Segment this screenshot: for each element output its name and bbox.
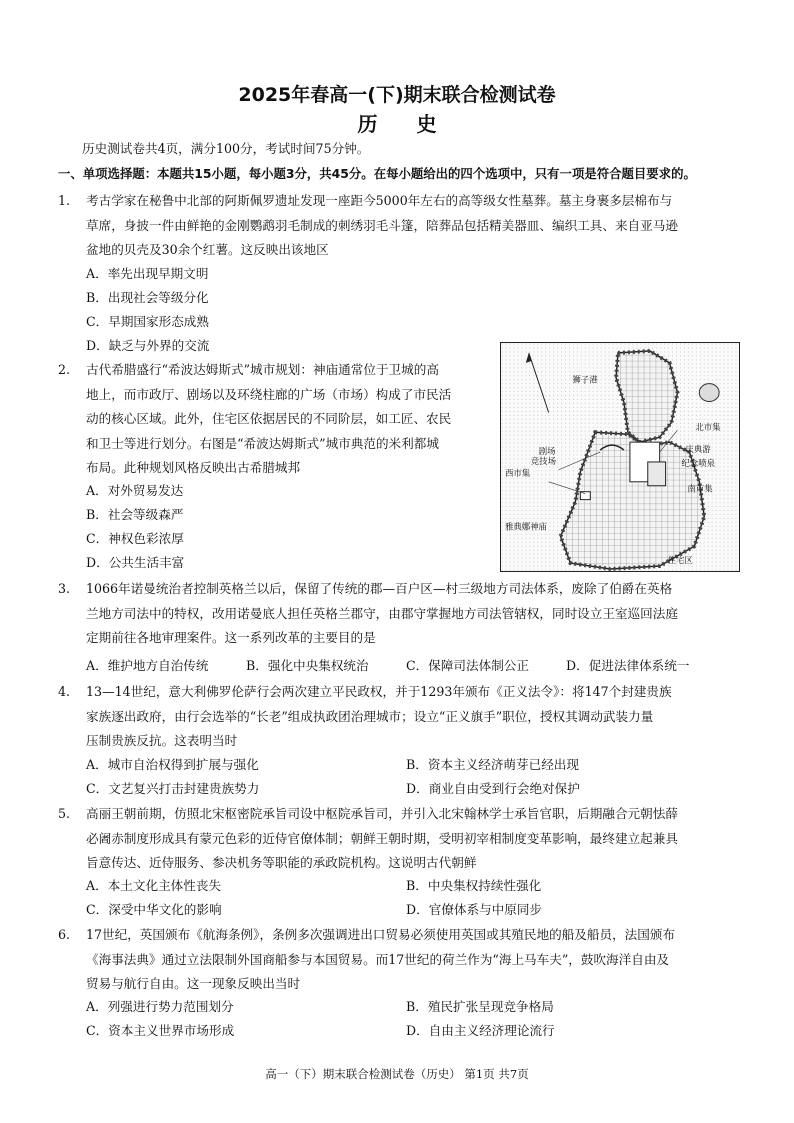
question-number: 6. xyxy=(58,927,71,942)
question-number: 2. xyxy=(58,362,71,377)
stem-line: 17世纪，英国颁布《航海条例》，条例多次强调进出口贸易必须使用英国或其殖民地的船及船员，法国颁布 xyxy=(86,927,676,942)
map-label-residential: 住宅区 xyxy=(667,555,693,566)
subject-title: 历 史 xyxy=(357,112,453,136)
question-stem xyxy=(86,802,746,876)
stem-line: 定期前往各地审理案件。这一系列改革的主要目的是 xyxy=(86,630,376,645)
stem-line: 和卫士等进行划分。右图是“希波达姆斯式”城市典范的米利都城 xyxy=(86,435,439,451)
map-label-theatre: 剧场 xyxy=(538,446,556,457)
stem-line: 13—14世纪，意大利佛罗伦萨行会两次建立平民政权，并于1293年颁布《正义法令》：将147个封建贵族 xyxy=(86,684,672,699)
miletus-city-map xyxy=(500,342,740,572)
stem-line: 地上，而市政厅、剧场以及环绕柱廊的广场（市场）构成了市民活 xyxy=(86,386,452,402)
temple-block xyxy=(580,492,590,500)
page-footer: 高一（下）期末联合检测试卷（历史） 第1页 共7页 xyxy=(265,1067,529,1081)
stem-line: 《海事法典》通过立法限制外国商船参与本国贸易。而17世纪的荷兰作为“海上马车夫”，鼓吹海洋自由及 xyxy=(86,951,670,967)
stem-line: 考古学家在秘鲁中北部的阿斯佩罗遗址发现一座距今5000年左右的高等级女性墓葬。墓主身裹多层棉布与 xyxy=(86,193,673,208)
option-a[interactable]: A．本土文化主体性丧失 xyxy=(86,878,222,893)
question-number: 4. xyxy=(58,684,71,699)
map-label-memorial: 纪念喷泉 xyxy=(681,457,716,468)
option-b[interactable]: B．社会等级森严 xyxy=(86,507,184,522)
option-a[interactable]: A．率先出现早期文明 xyxy=(86,266,209,281)
question-stem xyxy=(86,577,746,651)
option-b[interactable]: B．中央集权持续性强化 xyxy=(406,878,542,893)
map-label-south-market: 南市集 xyxy=(687,483,713,494)
stem-line: 布局。此种规划风格反映出古希腊城邦 xyxy=(86,460,301,475)
option-d[interactable]: D．商业自由受到行会绝对保护 xyxy=(406,781,580,796)
stem-line: 动的核心区域。此外，住宅区依据居民的不同阶层，如工匠、农民 xyxy=(86,411,452,426)
stem-line: 必阇赤制度形成具有蒙元色彩的近侍官僚体制；朝鲜王朝时期，受明初宰相制度变革影响，最终建立起兼具 xyxy=(86,830,678,846)
question-number: 5. xyxy=(58,806,71,821)
map-label-lion-bay: 狮子港 xyxy=(572,374,598,385)
stem-line: 旨意传达、近侍服务、参决机务等职能的承政院机构。这说明古代朝鲜 xyxy=(86,855,477,870)
question-stem xyxy=(86,358,496,481)
stem-line: 草席，身披一件由鲜艳的金刚鹦鹉羽毛制成的刺绣羽毛斗篷，陪葬品包括精美器皿、编织工具、来自亚马逊 xyxy=(86,217,678,233)
option-b[interactable]: B．资本主义经济萌芽已经出现 xyxy=(406,757,579,772)
option-c[interactable]: C．保障司法体制公正 xyxy=(406,658,529,673)
stem-line: 家族逐出政府，由行会选举的“长老”组成执政团治理城市；设立“正义旗手”职位，授权其调动武装力量 xyxy=(86,708,654,724)
stem-line: 盆地的贝壳及30余个红薯。这反映出该地区 xyxy=(86,242,329,257)
question-number: 3. xyxy=(58,581,71,596)
market-block xyxy=(648,462,666,486)
stem-line: 压制贵族反抗。这表明当时 xyxy=(86,733,238,748)
small-island xyxy=(699,384,719,402)
option-b[interactable]: B．出现社会等级分化 xyxy=(86,290,209,305)
option-a[interactable]: A．列强进行势力范围划分 xyxy=(86,999,234,1014)
stem-line: 贸易与航行自由。这一现象反映出当时 xyxy=(86,976,301,991)
option-d[interactable]: D．促进法律体系统一 xyxy=(566,658,690,673)
option-d[interactable]: D．自由主义经济理论流行 xyxy=(406,1023,555,1038)
section-title: 一、单项选择题：本题共15小题，每小题3分，共45分。在每小题给出的四个选项中，只有一项是符合题目要求的。 xyxy=(58,166,696,181)
stem-line: 古代希腊盛行“希波达姆斯式”城市规划：神庙通常位于卫城的高 xyxy=(86,362,439,377)
map-label-stadium: 竞技场 xyxy=(530,455,557,466)
option-c[interactable]: C．文艺复兴打击封建贵族势力 xyxy=(86,781,260,796)
option-b[interactable]: B．强化中央集权统治 xyxy=(246,658,369,673)
miletus-map-graphic xyxy=(501,343,739,571)
option-d[interactable]: D．缺乏与外界的交流 xyxy=(86,338,210,353)
option-a[interactable]: A．维护地方自治传统 xyxy=(86,658,209,673)
option-d[interactable]: D．官僚体系与中原同步 xyxy=(406,902,543,917)
option-a[interactable]: A．对外贸易发达 xyxy=(86,483,184,498)
map-label-athena-temple: 雅典娜神庙 xyxy=(505,521,548,532)
question-stem xyxy=(86,189,746,263)
option-c[interactable]: C．资本主义世界市场形成 xyxy=(86,1023,235,1038)
stem-line: 1066年诺曼统治者控制英格兰以后，保留了传统的郡—百户区—村三级地方司法体系，废除了伯爵在英格 xyxy=(86,581,673,596)
option-c[interactable]: C．深受中华文化的影响 xyxy=(86,902,222,917)
map-label-north-market: 北市集 xyxy=(695,422,721,433)
exam-title: 2025年春高一(下)期末联合检测试卷 xyxy=(238,84,556,106)
question-stem xyxy=(86,923,746,997)
map-label-delphinium: 庆典游 xyxy=(685,444,711,455)
stem-line: 兰地方司法中的特权，改用诺曼底人担任英格兰郡守，由郡守掌握地方司法管辖权，同时设立王室巡回法庭 xyxy=(86,605,678,621)
map-label-west-market: 西市集 xyxy=(505,467,531,478)
question-number: 1. xyxy=(58,193,71,208)
exam-intro: 历史测试卷共4页，满分100分，考试时间75分钟。 xyxy=(82,141,370,156)
option-c[interactable]: C．早期国家形态成熟 xyxy=(86,314,209,329)
option-b[interactable]: B．殖民扩张呈现竞争格局 xyxy=(406,999,554,1014)
option-c[interactable]: C．神权色彩浓厚 xyxy=(86,531,184,546)
stem-line: 高丽王朝前期，仿照北宋枢密院承旨司设中枢院承旨司，并引入北宋翰林学士承旨官职，后期融合元朝怯薛 xyxy=(86,806,678,821)
option-a[interactable]: A．城市自治权得到扩展与强化 xyxy=(86,757,259,772)
option-d[interactable]: D．公共生活丰富 xyxy=(86,555,185,570)
question-stem xyxy=(86,680,746,754)
